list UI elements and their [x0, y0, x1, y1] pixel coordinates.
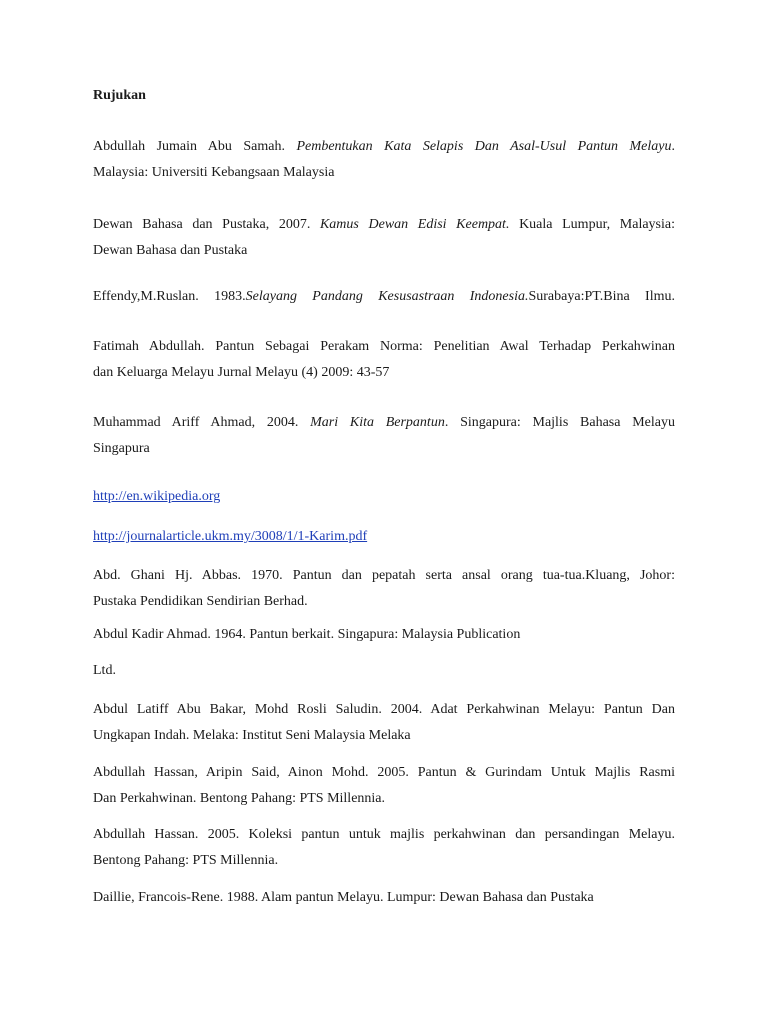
- reference-entry-2: Dewan Bahasa dan Pustaka, 2007. Kamus Dewan Edisi Keempat. Kuala Lumpur, Malaysia: Dewan Bahasa dan Pustaka: [93, 217, 676, 258]
- reference-entry-10: Abdullah Hassan. 2005. Koleksi pantun untuk majlis perkahwinan dan persandingan Melayu. Bentong Pahang: PTS Millennia.: [93, 827, 675, 868]
- wikipedia-link[interactable]: http://en.wikipedia.org: [93, 489, 221, 504]
- reference-entry-4: Fatimah Abdullah. Pantun Sebagai Perakam Norma: Penelitian Awal Terhadap Perkahwinan dan Keluarga Melayu Jurnal Melayu (4) 2009: 43-57: [93, 339, 675, 380]
- reference-entry-1: Abdullah Jumain Abu Samah. Pembentukan Kata Selapis Dan Asal-Usul Pantun Melayu. Malaysia: Universiti Kebangsaan Malaysia: [93, 139, 675, 180]
- reference-title: Mari Kita Berpantun: [310, 415, 445, 430]
- reference-entry-5: Muhammad Ariff Ahmad, 2004. Mari Kita Berpantun. Singapura: Majlis Bahasa Melayu Singapura: [93, 415, 675, 456]
- reference-title: Selayang Pandang Kesusastraan Indonesia.: [245, 289, 529, 304]
- reference-entry-9: Abdullah Hassan, Aripin Said, Ainon Mohd. 2005. Pantun & Gurindam Untuk Majlis Rasmi Dan Perkahwinan. Bentong Pahang: PTS Millennia.: [93, 765, 675, 806]
- reference-entry-3: Effendy,M.Ruslan. 1983.Selayang Pandang Kesusastraan Indonesia.Surabaya:PT.Bina Ilmu.: [93, 289, 675, 304]
- reference-title: Pembentukan Kata Selapis Dan Asal-Usul Pantun Melayu: [296, 139, 672, 154]
- journal-article-link[interactable]: http://journalarticle.ukm.my/3008/1/1-Karim.pdf: [93, 529, 368, 544]
- references-heading: Rujukan: [93, 88, 146, 103]
- reference-title: Kamus Dewan Edisi Keempat.: [319, 217, 510, 232]
- reference-entry-8: Abdul Latiff Abu Bakar, Mohd Rosli Saludin. 2004. Adat Perkahwinan Melayu: Pantun Dan Ungkapan Indah. Melaka: Institut Seni Malaysia Melaka: [93, 702, 675, 743]
- reference-link-1: [93, 484, 675, 510]
- reference-entry-6: Abd. Ghani Hj. Abbas. 1970. Pantun dan pepatah serta ansal orang tua-tua.Kluang, Johor: Pustaka Pendidikan Sendirian Berhad.: [93, 568, 675, 609]
- reference-link-2: [93, 524, 675, 550]
- reference-entry-7: Abdul Kadir Ahmad. 1964. Pantun berkait. Singapura: Malaysia Publication Ltd.: [93, 627, 521, 678]
- reference-entry-11: Daillie, Francois-Rene. 1988. Alam pantun Melayu. Lumpur: Dewan Bahasa dan Pustaka: [93, 890, 594, 905]
